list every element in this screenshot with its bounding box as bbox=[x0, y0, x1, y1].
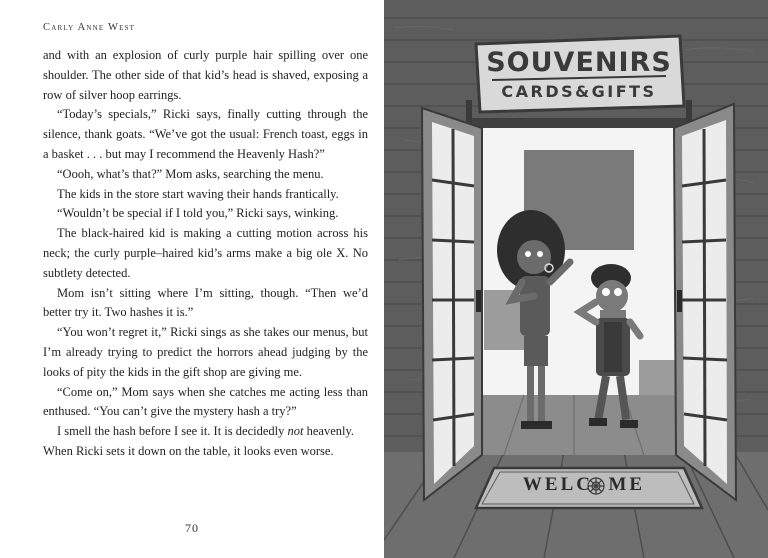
paragraph: “Wouldn’t be special if I told you,” Ricki says, winking. bbox=[57, 206, 339, 221]
illustration-page bbox=[384, 0, 768, 558]
paragraph: The black-haired kid is making a cutting motion across his neck; the curly purple–haired kid’s arms make a big ole X. No subtlety detected. bbox=[43, 226, 368, 280]
emphasis: not bbox=[287, 424, 304, 439]
page-number: 70 bbox=[185, 521, 199, 535]
paragraph: and with an explosion of curly purple hair spilling over one shoulder. The other side of that kid’s head is shaved, exposing a row of silver hoop earrings. bbox=[43, 48, 368, 102]
paragraph: “You won’t regret it,” Ricki sings as she takes our menus, but I’m already trying to predict the horrors ahead judging by the looks of pity the kids in the gift shop are giving me. bbox=[43, 325, 368, 379]
paragraph bbox=[43, 422, 368, 442]
running-head: Carly Anne West bbox=[43, 22, 136, 33]
sign-title: SOUVENIRS bbox=[486, 47, 672, 78]
right-door bbox=[674, 104, 736, 500]
paragraph: The kids in the store start waving their hands frantically. bbox=[57, 186, 339, 201]
left-door bbox=[422, 108, 482, 500]
mat-text: WELC ME bbox=[522, 474, 646, 495]
text-run: I smell the hash before I see it. It is decidedly bbox=[57, 424, 288, 439]
paragraph: When Ricki sets it down on the table, it looks even worse. bbox=[43, 443, 334, 458]
paragraph: “Oooh, what’s that?” Mom asks, searching the menu. bbox=[57, 166, 324, 181]
body-text bbox=[43, 46, 368, 462]
text-run: heavenly. bbox=[303, 424, 355, 439]
sign-subtitle: CARDS&GIFTS bbox=[501, 82, 657, 101]
paragraph: “Come on,” Mom says when she catches me acting less than enthused. “You can’t give the mystery hash a try?” bbox=[43, 384, 368, 419]
paragraph: “Today’s specials,” Ricki says, finally cutting through the silence, thank goats. “We’ve got the usual: French toast, eggs in a basket . . . but may I recommend the Heavenly Hash?” bbox=[43, 107, 368, 161]
paragraph: Mom isn’t sitting where I’m sitting, though. “Then we’d better try it. Two hashes it is.” bbox=[43, 285, 368, 320]
